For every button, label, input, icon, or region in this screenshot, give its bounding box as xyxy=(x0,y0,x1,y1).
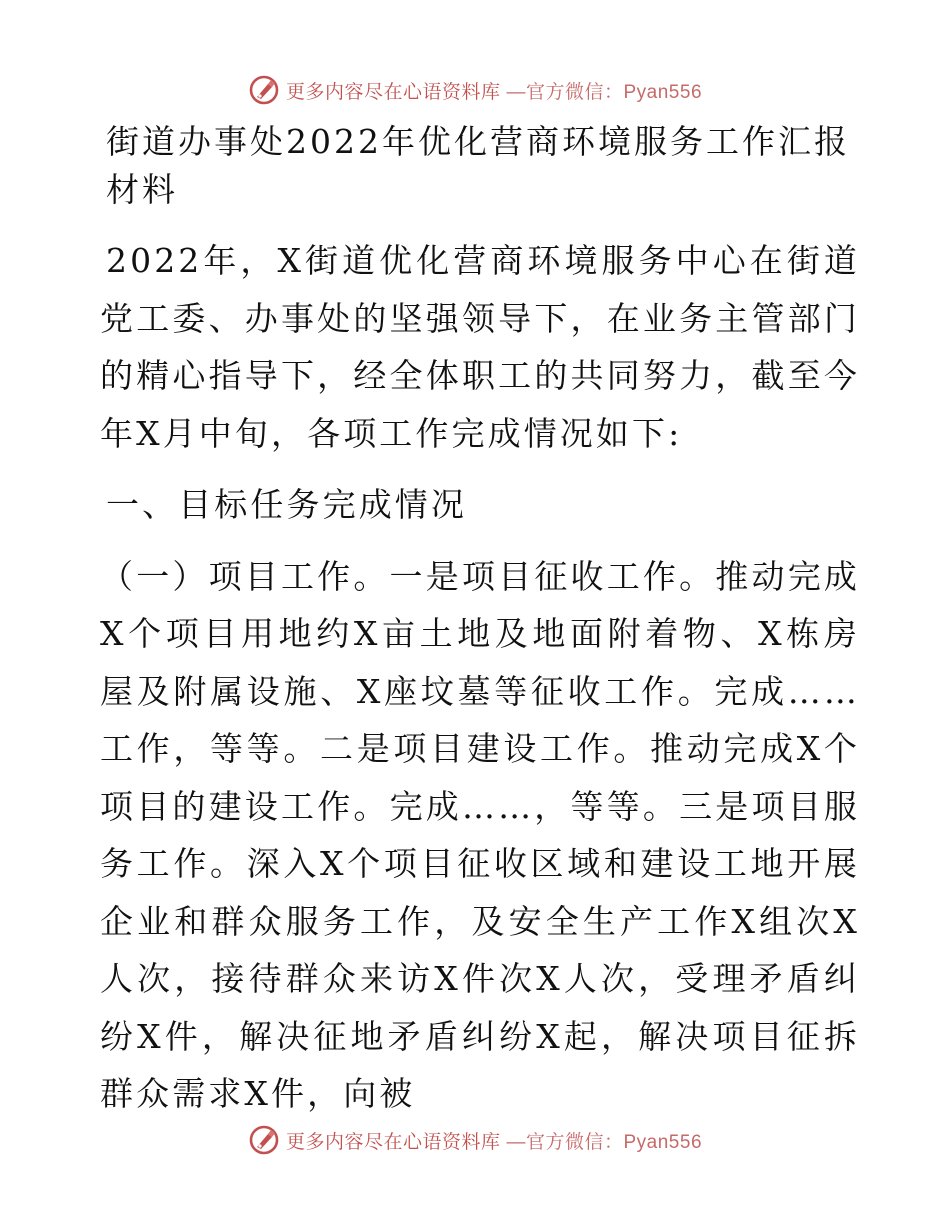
pen-nib-circle-icon xyxy=(248,74,280,106)
watermark-text: 更多内容尽在心语资料库 xyxy=(285,1130,501,1153)
document-body xyxy=(100,118,860,1137)
intro-paragraph: 2022年，X街道优化营商环境服务中心在街道党工委、办事处的坚强领导下，在业务主管部门的精心指导下，经全体职工的共同努力，截至今年X月中旬，各项工作完成情况如下: xyxy=(100,241,860,453)
watermark-contact: —官方微信：Pyan556 xyxy=(506,81,703,103)
body-paragraph: （一）项目工作。一是项目征收工作。推动完成X个项目用地约X亩土地及地面附着物、X栋房屋及附属设施、X座坟墓等征收工作。完成……工作，等等。二是项目建设工作。推动完成X个项目的建设工作。完成……，等等。三是项目服务工作。深入X个项目征收区域和建设工地开展企业和群众服务工作，及安全生产工作X组次X人次，接待群众来访X件次X人次，受理矛盾纠纷X件，解决征地矛盾纠纷X起，解决项目征拆群众需求X件，向被 xyxy=(100,556,860,1113)
document-title: 街道办事处2022年优化营商环境服务工作汇报材料 xyxy=(106,122,850,209)
watermark-top xyxy=(0,70,950,110)
section-heading: 一、目标任务完成情况 xyxy=(106,485,467,524)
watermark-contact: —官方微信：Pyan556 xyxy=(506,1131,703,1153)
watermark-bottom xyxy=(0,1120,950,1160)
pen-nib-circle-icon xyxy=(248,1124,280,1156)
watermark-text: 更多内容尽在心语资料库 xyxy=(285,80,501,103)
